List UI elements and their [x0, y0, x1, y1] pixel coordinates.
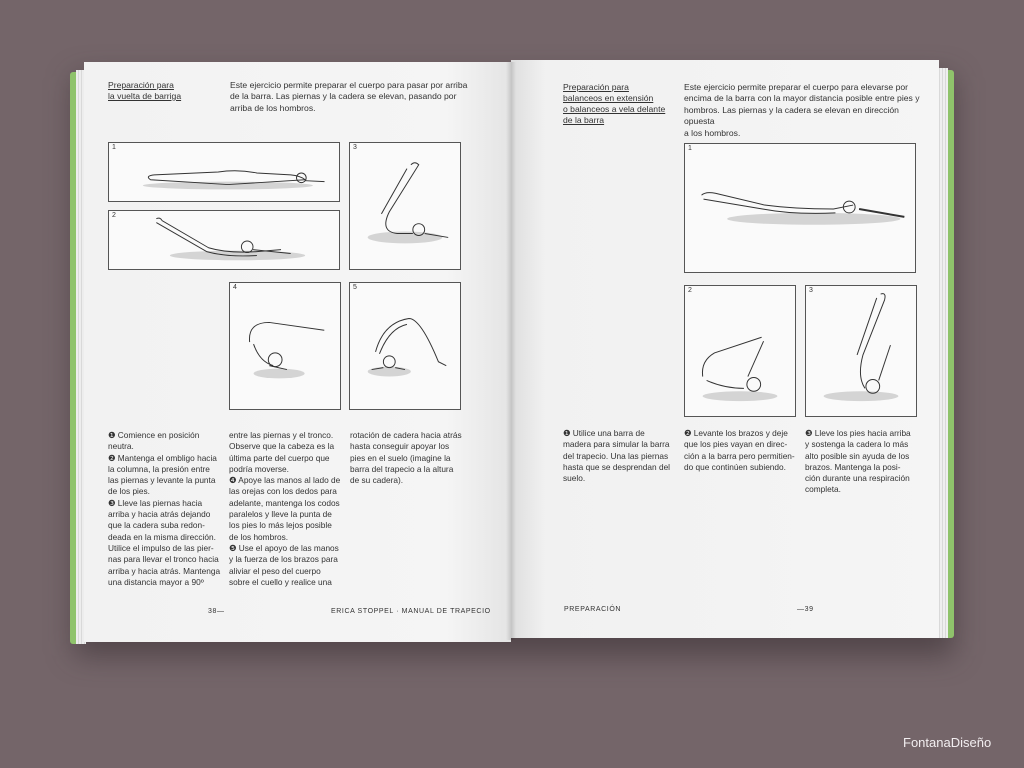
text-line: barra del trapecio a la altura: [350, 463, 454, 474]
left-page-heading: [108, 80, 181, 102]
text-line: paralelos y lleve la punta de: [229, 509, 332, 520]
text-line: brazos. Mantenga la posi-: [805, 461, 901, 472]
right-text-column-1: [563, 428, 679, 484]
text-line: arriba y hacia atrás. Mantenga: [108, 565, 221, 576]
text-line: madera para simular la barra: [563, 439, 670, 450]
left-running-head: ERICA STOPPEL · MANUAL DE TRAPECIO: [331, 608, 491, 615]
text-line: y sostenga la cadera lo más: [805, 439, 909, 450]
text-line: arriba y hacia atrás dejando: [108, 509, 211, 520]
right-page-intro: [684, 82, 930, 139]
figure-1-lying-neutral: [108, 142, 340, 202]
text-line: ción durante una respiración: [805, 473, 910, 484]
right-page-number: —39: [797, 606, 814, 613]
text-line: ❹ Apoye las manos al lado de: [229, 475, 341, 486]
text-line: las piernas y levante la punta: [108, 475, 216, 486]
text-line: entre las piernas y el tronco.: [229, 430, 334, 440]
figure-4-hands-by-ears: [229, 282, 341, 410]
left-text-column-2: [229, 430, 345, 588]
left-text-column-1: [108, 430, 224, 588]
text-line: rotación de cadera hacia atrás: [350, 430, 462, 440]
text-line: ❸ Lleve las piernas hacia: [108, 497, 203, 508]
intro-line: Este ejercicio permite preparar el cuerpo para elevarse por: [684, 82, 909, 92]
figure-number: 5: [353, 284, 357, 291]
left-page: [84, 62, 511, 642]
figure-3-illustration: [806, 286, 916, 416]
text-line: y la fuerza de los brazos para: [229, 554, 338, 565]
heading-line: Preparación para: [563, 82, 629, 92]
figure-number: 2: [112, 212, 116, 219]
text-line: ❶ Comience en posición: [108, 430, 200, 440]
text-line: pies en el suelo (imagine la: [350, 452, 451, 463]
heading-line: de la barra: [563, 115, 605, 125]
left-text-column-3: [350, 430, 466, 486]
text-line: suelo.: [563, 473, 586, 484]
text-line: nas para llevar el tronco hacia: [108, 554, 219, 565]
text-line: del trapecio. Una las piernas: [563, 450, 669, 461]
text-line: de los hombros.: [229, 531, 289, 542]
figure-number: 4: [233, 284, 237, 291]
figure-1-bar-lying: [684, 143, 916, 273]
figure-3-hips-up: [805, 285, 917, 417]
intro-line: hombros. Las piernas y la cadera se elevan en dirección opuesta: [684, 104, 899, 127]
text-line: do que continúen subiendo.: [684, 461, 786, 472]
left-page-intro: [230, 80, 490, 114]
intro-line: arriba de los hombros.: [230, 102, 316, 113]
heading-line: o balanceos a vela delante: [563, 104, 666, 114]
text-line: hasta que se desprendan del: [563, 461, 671, 472]
text-line: sobre el cuello y realice una: [229, 576, 332, 587]
text-line: neutra.: [108, 441, 134, 452]
text-line: ❸ Lleve los pies hacia arriba: [805, 428, 911, 438]
text-line: ❷ Levante los brazos y deje: [684, 428, 788, 438]
right-page: [511, 60, 939, 638]
text-line: aliviar el peso del cuerpo: [229, 565, 321, 576]
text-line: ❺ Use el apoyo de las manos: [229, 542, 339, 553]
book-gutter: [506, 62, 516, 640]
figure-number: 2: [688, 287, 692, 294]
figure-4-illustration: [230, 283, 340, 409]
figure-5-illustration: [350, 283, 460, 409]
text-line: podría moverse.: [229, 463, 289, 474]
text-line: completa.: [805, 484, 841, 495]
figure-number: 3: [809, 287, 813, 294]
figure-1-illustration: [109, 143, 339, 201]
brand-watermark: FontanaDiseño: [903, 735, 992, 750]
figure-2-arms-raised: [684, 285, 796, 417]
figure-2-illustration: [685, 286, 795, 416]
right-running-head: PREPARACIÓN: [564, 606, 622, 613]
intro-line: de la barra. Las piernas y la cadera se elevan, pasando por: [230, 91, 457, 102]
heading-line: la vuelta de barriga: [108, 91, 182, 101]
text-line: deada en la misma dirección.: [108, 531, 216, 542]
text-line: Observe que la cabeza es la: [229, 441, 335, 452]
left-page-number: 38—: [208, 608, 225, 615]
text-line: hasta conseguir apoyar los: [350, 441, 450, 452]
text-line: la columna, la presión entre: [108, 463, 210, 474]
heading-line: Preparación para: [108, 80, 174, 90]
text-line: ❶ Utilice una barra de: [563, 428, 645, 438]
text-line: Utilice el impulso de las pier-: [108, 542, 214, 553]
text-line: de su cadera).: [350, 475, 404, 486]
text-line: ción a la barra pero permitien-: [684, 450, 795, 461]
text-line: las orejas con los dedos para: [229, 486, 337, 497]
text-line: de los pies.: [108, 486, 150, 497]
text-line: que los pies vayan en direc-: [684, 439, 788, 450]
text-line: ❷ Mantenga el ombligo hacia: [108, 452, 217, 463]
figure-3-roll-back: [349, 142, 461, 270]
intro-line: a los hombros.: [684, 127, 741, 138]
text-line: que la cadera suba redon-: [108, 520, 205, 531]
text-line: última parte del cuerpo que: [229, 452, 330, 463]
figure-2-illustration: [109, 211, 339, 269]
text-line: adelante, mantenga los codos: [229, 497, 340, 508]
right-page-heading: [563, 82, 665, 126]
figure-number: 1: [112, 144, 116, 151]
figure-5-feet-on-floor: [349, 282, 461, 410]
intro-line: encima de la barra con la mayor distancia posible entre pies y: [684, 93, 920, 104]
intro-line: Este ejercicio permite preparar el cuerpo para pasar por arriba: [230, 80, 468, 90]
figure-number: 1: [688, 145, 692, 152]
text-line: los pies lo más lejos posible: [229, 520, 332, 531]
text-line: una distancia mayor a 90º: [108, 576, 204, 587]
right-text-column-2: [684, 428, 800, 473]
figure-number: 3: [353, 144, 357, 151]
text-line: alto posible sin ayuda de los: [805, 450, 910, 461]
figure-2-legs-raised: [108, 210, 340, 270]
right-text-column-3: [805, 428, 921, 496]
heading-line: balanceos en extensión: [563, 93, 654, 103]
figure-1-illustration: [685, 144, 915, 272]
figure-3-illustration: [350, 143, 460, 269]
